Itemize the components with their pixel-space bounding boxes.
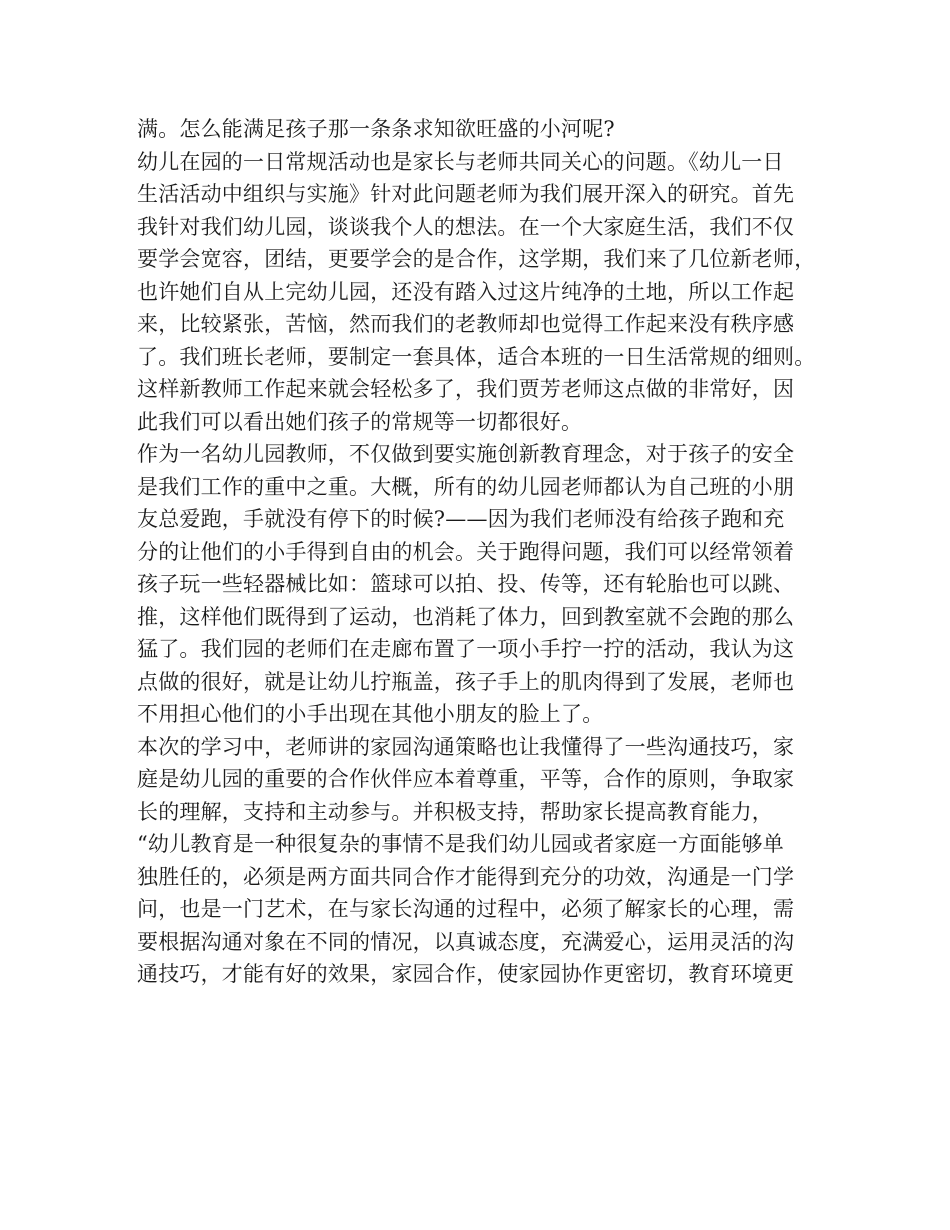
text-line: 分的让他们的小手得到自由的机会。关于跑得问题，我们可以经常领着	[137, 539, 795, 564]
text-line: 要根据沟通对象在不同的情况，以真诚态度，充满爱心，运用灵活的沟	[137, 929, 795, 954]
text-line: 长的理解，支持和主动参与。并积极支持，帮助家长提高教育能力，	[137, 799, 773, 824]
text-line: 庭是幼儿园的重要的合作伙伴应本着尊重，平等，合作的原则，争取家	[137, 767, 795, 791]
text-line: 要学会宽容，团结，更要学会的是合作，这学期，我们来了几位新老师，	[137, 247, 816, 271]
text-line: 本次的学习中，老师讲的家园沟通策略也让我懂得了一些沟通技巧，家	[137, 734, 795, 759]
text-line: 作为一名幼儿园教师，不仅做到要实施创新教育理念，对于孩子的安全	[137, 442, 795, 466]
text-line: 孩子玩一些轻器械比如：篮球可以拍、投、传等，还有轮胎也可以跳、	[137, 572, 795, 596]
text-line: 问，也是一门艺术，在与家长沟通的过程中，必须了解家长的心理，需	[137, 897, 795, 921]
text-line: 了。我们班长老师，要制定一套具体，适合本班的一日生活常规的细则。	[137, 344, 816, 369]
text-line: 通技巧，才能有好的效果，家园合作，使家园协作更密切，教育环境更	[137, 962, 795, 986]
text-line: 猛了。我们园的老师们在走廊布置了一项小手拧一拧的活动，我认为这	[137, 637, 795, 661]
text-line: 独胜任的，必须是两方面共同合作才能得到充分的功效，沟通是一门学	[137, 864, 795, 889]
text-line: 我针对我们幼儿园，谈谈我个人的想法。在一个大家庭生活，我们不仅	[137, 214, 795, 239]
text-line: “幼儿教育是一种很复杂的事情不是我们幼儿园或者家庭一方面能够单	[137, 832, 784, 856]
text-line: 点做的很好，就是让幼儿拧瓶盖，孩子手上的肌肉得到了发展，老师也	[137, 669, 795, 694]
text-line: 这样新教师工作起来就会轻松多了，我们贾芳老师这点做的非常好，因	[137, 377, 795, 401]
text-line: 不用担心他们的小手出现在其他小朋友的脸上了。	[137, 702, 604, 726]
text-line: 也许她们自从上完幼儿园，还没有踏入过这片纯净的土地，所以工作起	[137, 279, 795, 304]
text-line: 推，这样他们既得到了运动，也消耗了体力，回到教室就不会跑的那么	[137, 604, 795, 629]
text-line: 来，比较紧张，苦恼，然而我们的老教师却也觉得工作起来没有秩序感	[137, 312, 795, 336]
text-line: 友总爱跑，手就没有停下的时候?——因为我们老师没有给孩子跑和充	[137, 507, 785, 531]
document-body	[137, 113, 817, 991]
text-line: 是我们工作的重中之重。大概，所有的幼儿园老师都认为自己班的小朋	[137, 474, 795, 499]
text-line: 生活活动中组织与实施》针对此问题老师为我们展开深入的研究。首先	[137, 182, 795, 206]
text-line: 幼儿在园的一日常规活动也是家长与老师共同关心的问题。《幼儿一日	[137, 149, 784, 174]
text-line: 此我们可以看出她们孩子的常规等一切都很好。	[137, 409, 583, 434]
text-line: 满。怎么能满足孩子那一条条求知欲旺盛的小河呢?	[137, 117, 615, 141]
